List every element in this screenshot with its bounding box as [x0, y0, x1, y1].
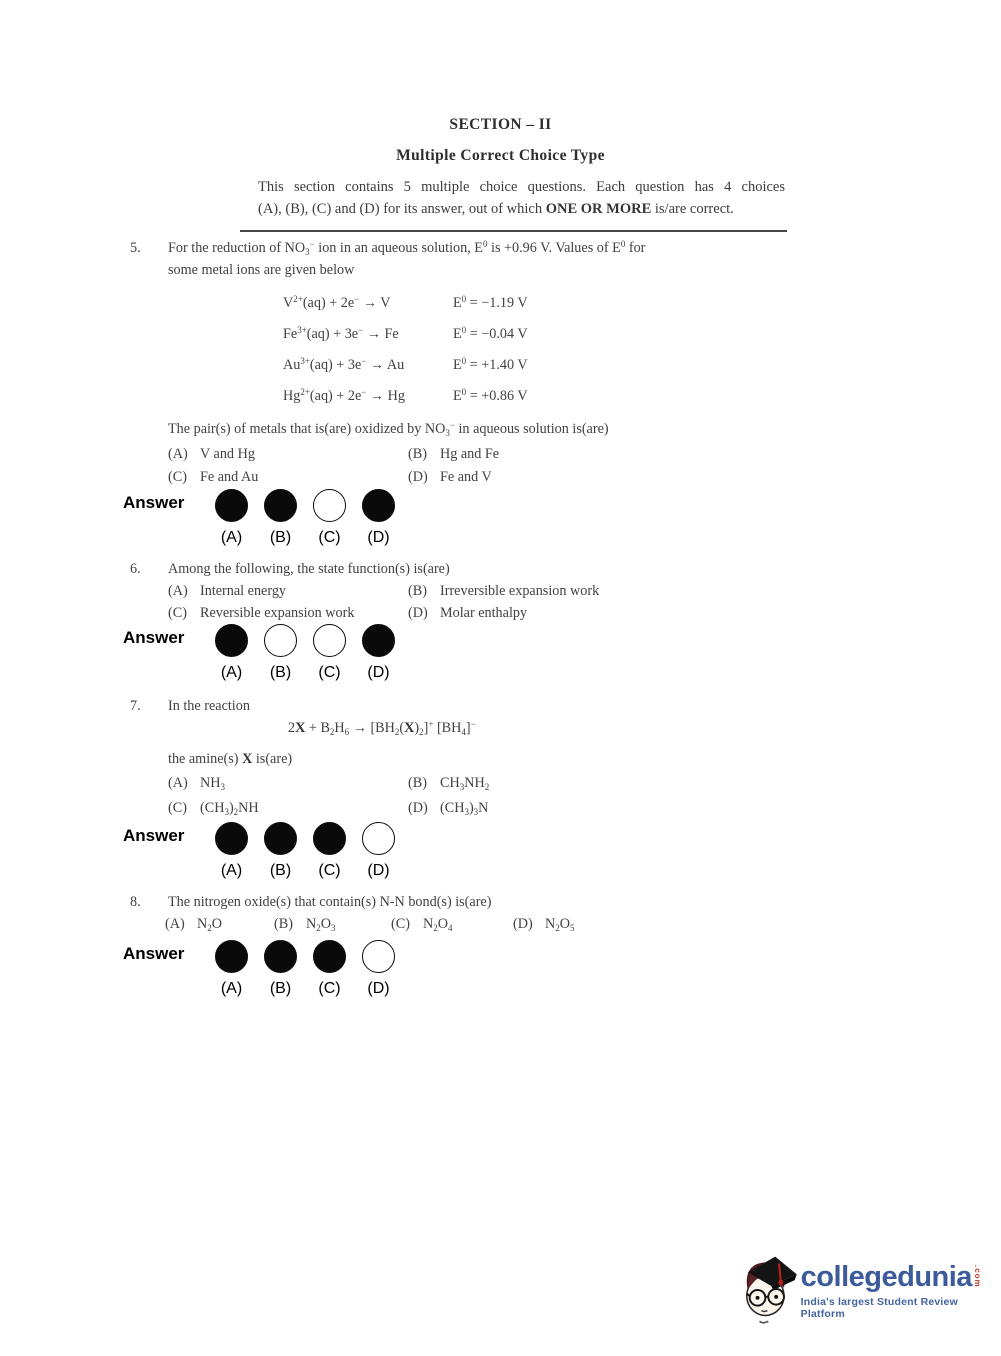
- logo-brand-row: [801, 1262, 1001, 1292]
- answer-bubble-column: [207, 624, 256, 683]
- standard-potential: $E^0 = +1.40$ V: [453, 356, 528, 373]
- logo-tagline: India's largest Student Review Platform: [800, 1296, 958, 1320]
- answer-bubble-a-filled: [215, 489, 248, 522]
- bubble-label: (A): [220, 862, 243, 879]
- option-c-label: (C): [168, 469, 187, 485]
- standard-potential: $E^0 = -0.04$ V: [453, 325, 528, 342]
- answer-bubble-a-filled: [215, 940, 248, 973]
- question-7-options-row-2: [130, 797, 830, 819]
- answer-bubble-b-empty: [264, 624, 297, 657]
- collegedunia-logo: [736, 1250, 1001, 1326]
- answer-bubble-column: [256, 940, 305, 999]
- question-5-options-row-1: [130, 443, 830, 465]
- option-c-label: (C): [391, 916, 410, 932]
- answer-bubble-column: [354, 940, 403, 999]
- equation-row: [283, 354, 830, 376]
- option-b: [408, 580, 599, 602]
- section-instructions: [258, 176, 785, 220]
- option-b: [408, 772, 489, 794]
- logo-domain-suffix: .com: [972, 1265, 982, 1288]
- option-a: [168, 443, 408, 465]
- option-d-text: Fe and V: [440, 469, 492, 485]
- question-5: [123, 237, 830, 548]
- question-5-options-row-2: [130, 466, 830, 488]
- answer-bubble-d-empty: [362, 822, 395, 855]
- bubble-label: (B): [269, 529, 292, 546]
- question-6-number: 6.: [130, 561, 141, 577]
- answer-bubble-column: [207, 940, 256, 999]
- option-d-label: (D): [408, 605, 428, 621]
- question-5-answer-row: [123, 489, 830, 548]
- standard-potential: $E^0 = -1.19$ V: [453, 294, 528, 311]
- question-5-number: 5.: [130, 240, 141, 256]
- option-a-label: (A): [165, 916, 185, 932]
- answer-bubbles: [207, 822, 403, 881]
- option-b-text: Hg and Fe: [440, 446, 500, 462]
- option-c: [168, 602, 408, 624]
- answer-label: Answer: [123, 628, 185, 647]
- bubble-label: (C): [318, 980, 341, 997]
- answer-label: Answer: [123, 493, 185, 512]
- question-6-options-row-2: [130, 602, 830, 624]
- logo-brand-name: collegedunia: [800, 1261, 972, 1293]
- option-c-text: $(CH_3)_2NH$: [200, 800, 259, 817]
- question-8-number: 8.: [130, 894, 141, 910]
- option-a-label: (A): [168, 775, 188, 791]
- option-a: [165, 913, 274, 935]
- answer-bubble-d-empty: [362, 940, 395, 973]
- equation-row: [283, 385, 830, 407]
- option-d-text: $N_2O_5$: [545, 916, 575, 933]
- question-5-stem-line2: some metal ions are given below: [168, 262, 355, 278]
- question-7: [123, 695, 830, 881]
- option-b-text: $N_2O_3$: [306, 916, 336, 933]
- question-7-number: 7.: [130, 698, 141, 714]
- logo-text: [801, 1262, 1001, 1320]
- bubble-label: (D): [367, 862, 390, 879]
- option-b-label: (B): [408, 446, 427, 462]
- question-7-intro: In the reaction: [168, 698, 250, 714]
- bubble-label: (A): [220, 980, 243, 997]
- electrode-potential-table: [283, 292, 830, 407]
- option-c-text: Fe and Au: [200, 469, 259, 485]
- option-b-text: Irreversible expansion work: [440, 583, 600, 599]
- question-8-stem: The nitrogen oxide(s) that contain(s) N-N bond(s) is(are): [168, 894, 492, 910]
- answer-bubble-column: [305, 940, 354, 999]
- bubble-label: (C): [318, 664, 341, 681]
- option-a: [168, 772, 408, 794]
- answer-bubble-column: [305, 624, 354, 683]
- answer-bubbles: [207, 489, 403, 548]
- question-8-answer-row: [123, 940, 830, 999]
- bubble-label: (C): [318, 529, 341, 546]
- question-7-reaction: $2X + B_2H_6 \to [BH_2(X)_2]^+$ $[BH_4]^-$: [288, 719, 476, 737]
- half-reaction: $Hg^{2+}(aq) + 2e^- \to Hg$: [283, 387, 405, 404]
- question-7-answer-row: [123, 822, 830, 881]
- answer-bubble-d-filled: [362, 624, 395, 657]
- standard-potential: $E^0 = +0.86$ V: [453, 387, 528, 404]
- option-a-text: $NH_3$: [200, 775, 225, 792]
- question-7-options-row-1: [130, 772, 830, 794]
- bubble-label: (C): [318, 862, 341, 879]
- option-a-label: (A): [168, 583, 188, 599]
- answer-bubble-b-filled: [264, 822, 297, 855]
- question-5-prompt: The pair(s) of metals that is(are) oxidized by $NO_3^-$ in aqueous solution is(are): [168, 420, 609, 438]
- instructions-line-1: This section contains 5 multiple choice questions. Each question has 4 choices: [258, 179, 785, 195]
- answer-bubble-column: [256, 489, 305, 548]
- answer-bubble-column: [354, 624, 403, 683]
- option-c-label: (C): [168, 800, 187, 816]
- section-subtitle: Multiple Correct Choice Type: [396, 147, 605, 164]
- option-a-text: V and Hg: [200, 446, 255, 462]
- answer-bubble-column: [256, 822, 305, 881]
- bubble-label: (D): [367, 529, 390, 546]
- option-d: [408, 466, 492, 488]
- answer-bubble-column: [207, 822, 256, 881]
- option-c: [391, 913, 513, 935]
- question-6-text: [130, 558, 830, 580]
- question-5-stem-line1: For the reduction of $NO_3^-$ ion in an aqueous solution, $E^0$ is +0.96 V. Values of $E^0$ for: [168, 239, 646, 257]
- answer-bubble-a-filled: [215, 822, 248, 855]
- half-reaction: $Au^{3+}(aq) + 3e^- \to Au$: [283, 356, 405, 373]
- equation-row: [283, 292, 830, 314]
- section-title: SECTION – II: [449, 116, 552, 133]
- answer-bubble-c-empty: [313, 624, 346, 657]
- option-a-label: (A): [168, 446, 188, 462]
- option-c-label: (C): [168, 605, 187, 621]
- option-d-label: (D): [408, 800, 428, 816]
- question-8: [123, 891, 830, 999]
- question-6: [123, 558, 830, 683]
- collegedunia-mascot-icon: [736, 1250, 799, 1326]
- answer-label: Answer: [123, 826, 185, 845]
- bubble-label: (A): [220, 664, 243, 681]
- option-b-label: (B): [408, 775, 427, 791]
- question-6-options-row-1: [130, 580, 830, 602]
- option-b-text: $CH_3NH_2$: [440, 775, 490, 792]
- answer-bubble-column: [207, 489, 256, 548]
- option-c: [168, 466, 408, 488]
- bubble-label: (B): [269, 980, 292, 997]
- half-reaction: $Fe^{3+}(aq) + 3e^- \to Fe$: [283, 325, 399, 342]
- equation-row: [283, 323, 830, 345]
- answer-bubbles: [207, 624, 403, 683]
- instructions-line-2: (A), (B), (C) and (D) for its answer, out of which ONE OR MORE is/are correct.: [258, 201, 734, 217]
- answer-bubble-column: [256, 624, 305, 683]
- answer-bubbles: [207, 940, 403, 999]
- bubble-label: (D): [367, 980, 390, 997]
- option-a-text: $N_2O$: [197, 916, 222, 933]
- bubble-label: (A): [220, 529, 243, 546]
- option-d-text: $(CH_3)_3N$: [440, 800, 489, 817]
- answer-bubble-column: [305, 822, 354, 881]
- option-a-text: Internal energy: [200, 583, 287, 599]
- question-8-options-row: [130, 913, 830, 935]
- question-6-stem: Among the following, the state function(s) is(are): [168, 561, 450, 577]
- option-b-label: (B): [408, 583, 427, 599]
- question-7-text: [130, 695, 830, 717]
- bubble-label: (B): [269, 664, 292, 681]
- answer-bubble-a-filled: [215, 624, 248, 657]
- option-c: [168, 797, 408, 819]
- question-8-text: [130, 891, 830, 913]
- answer-bubble-c-filled: [313, 822, 346, 855]
- answer-bubble-b-filled: [264, 940, 297, 973]
- section-header: [0, 114, 1001, 220]
- question-7-prompt: the amine(s) X is(are): [168, 751, 293, 767]
- bubble-label: (B): [269, 862, 292, 879]
- option-d-label: (D): [513, 916, 533, 932]
- option-a: [168, 580, 408, 602]
- answer-bubble-c-filled: [313, 940, 346, 973]
- answer-bubble-column: [354, 822, 403, 881]
- option-d-label: (D): [408, 469, 428, 485]
- answer-label: Answer: [123, 944, 185, 963]
- option-d-text: Molar enthalpy: [440, 605, 528, 621]
- option-c-text: Reversible expansion work: [200, 605, 355, 621]
- option-d: [513, 913, 830, 935]
- answer-bubble-d-filled: [362, 489, 395, 522]
- option-b: [274, 913, 391, 935]
- option-d: [408, 602, 527, 624]
- option-b: [408, 443, 499, 465]
- answer-bubble-column: [305, 489, 354, 548]
- answer-bubble-column: [354, 489, 403, 548]
- option-c-text: $N_2O_4$: [423, 916, 453, 933]
- question-6-answer-row: [123, 624, 830, 683]
- horizontal-divider: [240, 230, 787, 232]
- bubble-label: (D): [367, 664, 390, 681]
- half-reaction: $V^{2+}(aq) + 2e^- \to V$: [283, 294, 391, 311]
- answer-bubble-c-empty: [313, 489, 346, 522]
- option-b-label: (B): [274, 916, 293, 932]
- question-5-text: [130, 237, 830, 281]
- option-d: [408, 797, 488, 819]
- answer-bubble-b-filled: [264, 489, 297, 522]
